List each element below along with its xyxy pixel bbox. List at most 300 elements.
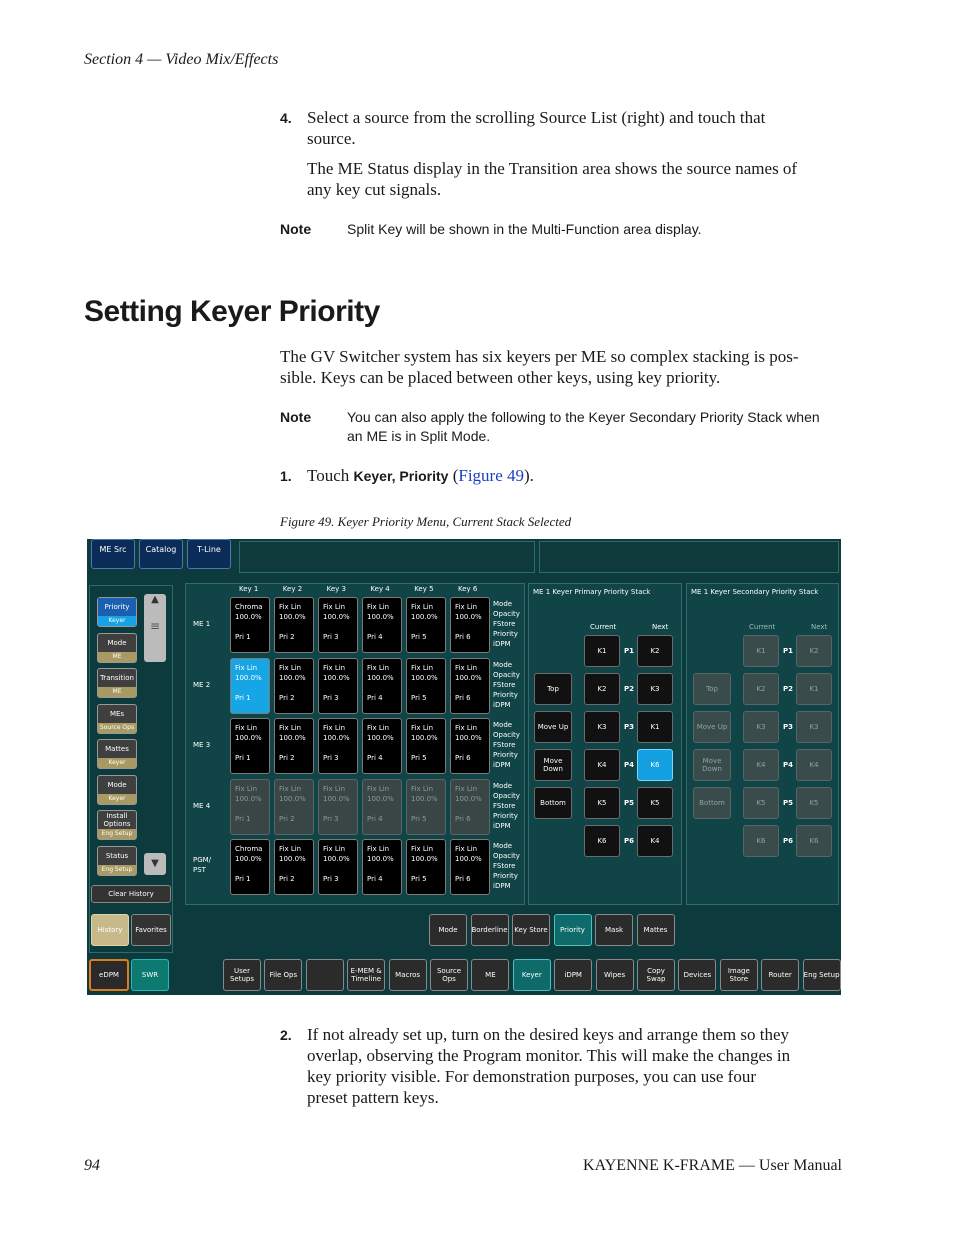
current-column-label: Current <box>590 623 617 631</box>
step-number: 2. <box>280 1027 292 1043</box>
mode-label: Mode <box>493 721 513 729</box>
note-label: Note <box>280 221 312 237</box>
stack-action-button[interactable]: Move Down <box>693 749 731 781</box>
mode-label: FStore <box>493 862 516 870</box>
mode-column <box>493 599 520 649</box>
key-opacity: 100.0% <box>323 613 350 621</box>
key-opacity: 100.0% <box>411 734 438 742</box>
mode-label: Priority <box>493 811 518 820</box>
next-key-button[interactable]: K1 <box>796 673 832 705</box>
key-cell[interactable] <box>230 839 270 895</box>
current-key-button[interactable]: K4 <box>743 749 779 781</box>
side-button-sublabel: Eng Setup <box>98 865 136 875</box>
current-key-button[interactable]: K3 <box>584 711 620 743</box>
scroll-down-icon[interactable]: ▼ <box>144 853 166 875</box>
mode-label: Mode <box>493 842 513 850</box>
key-opacity: 100.0% <box>235 794 262 803</box>
side-button-sublabel: ME <box>98 687 136 697</box>
priority-position-label: P1 <box>783 647 794 655</box>
key-priority: Pri 3 <box>323 633 339 641</box>
key-type: Fix Lin <box>323 663 346 672</box>
bottom-tab[interactable]: Keyer <box>513 959 551 991</box>
side-button-label: Mode <box>107 638 127 647</box>
key-priority: Pri 2 <box>279 875 295 883</box>
current-key-button[interactable]: K6 <box>743 825 779 857</box>
favorites-button[interactable]: Favorites <box>131 914 171 946</box>
priority-position-label: P5 <box>783 799 794 807</box>
bottom-tab[interactable]: Image Store <box>720 959 758 991</box>
step4-para-line2: any key cut signals. <box>307 180 442 199</box>
note-text <box>347 408 820 446</box>
side-menu-button[interactable] <box>97 633 137 663</box>
stack-action-button[interactable]: Move Down <box>534 749 572 781</box>
key-priority: Pri 4 <box>367 875 383 883</box>
key-priority: Pri 2 <box>279 633 295 641</box>
key-type: Fix Lin <box>279 845 302 853</box>
key-type: Fix Lin <box>279 724 302 732</box>
mode-label: Mode <box>493 781 513 790</box>
key-priority: Pri 1 <box>235 693 251 702</box>
step1-pre: Touch <box>307 466 354 485</box>
key-priority: Pri 4 <box>367 814 383 823</box>
sub-tab-key-store[interactable]: Key Store <box>512 914 550 946</box>
key-cell[interactable] <box>318 597 358 653</box>
mode-label: Mode <box>493 600 513 608</box>
bottom-tab[interactable]: Wipes <box>596 959 634 991</box>
side-menu-button[interactable] <box>97 739 137 769</box>
next-key-button[interactable]: K6 <box>637 749 673 781</box>
stack-action-button[interactable]: Bottom <box>693 787 731 819</box>
side-button-sublabel: ME <box>98 652 136 662</box>
key-header: Key 4 <box>370 585 390 593</box>
key-opacity: 100.0% <box>367 794 394 803</box>
key-cell[interactable] <box>450 658 490 714</box>
bottom-tab[interactable]: Source Ops <box>430 959 468 991</box>
key-priority: Pri 5 <box>411 814 427 823</box>
page-number: 94 <box>84 1157 100 1174</box>
history-button[interactable]: History <box>91 914 129 946</box>
stack-action-button[interactable]: Move Up <box>693 711 731 743</box>
key-type: Fix Lin <box>235 724 258 732</box>
key-cell[interactable] <box>362 597 402 653</box>
key-type: Fix Lin <box>411 784 434 793</box>
step-number: 4. <box>280 110 292 126</box>
mode-label: Opacity <box>493 610 520 618</box>
bottom-tab[interactable]: ME <box>471 959 509 991</box>
key-header: Key 2 <box>282 585 303 593</box>
priority-position-label: P6 <box>783 837 794 845</box>
mode-column <box>493 660 520 710</box>
mode-label: iDPM <box>493 882 511 890</box>
next-key-button[interactable]: K1 <box>637 711 673 743</box>
bottom-tab[interactable]: Devices <box>678 959 716 991</box>
current-key-button[interactable]: K5 <box>743 787 779 819</box>
key-cell[interactable] <box>362 779 402 835</box>
next-key-button[interactable]: K2 <box>796 635 832 667</box>
key-cell[interactable] <box>318 718 358 774</box>
key-type: Fix Lin <box>323 784 346 793</box>
key-opacity: 100.0% <box>455 855 482 863</box>
me-row-label: ME 3 <box>193 741 211 749</box>
key-priority: Pri 5 <box>411 875 427 883</box>
me-row-label: ME 4 <box>193 801 211 810</box>
sub-tab-mode[interactable]: Mode <box>429 914 467 946</box>
step1-mid: ( <box>448 466 459 485</box>
me-row-label: ME 2 <box>193 680 211 689</box>
key-priority: Pri 2 <box>279 693 295 702</box>
scrollbar[interactable] <box>144 594 166 662</box>
key-cell[interactable] <box>450 597 490 653</box>
key-cell[interactable] <box>406 658 446 714</box>
secondary-stack-title: ME 1 Keyer Secondary Priority Stack <box>691 588 819 596</box>
key-opacity: 100.0% <box>279 613 306 621</box>
side-button-sublabel: Source Ops <box>99 723 135 731</box>
step4-line2: source. <box>307 129 356 148</box>
key-cell[interactable] <box>230 597 270 653</box>
me-row-label: ME 1 <box>193 620 211 628</box>
key-cell[interactable] <box>274 597 314 653</box>
key-cell[interactable] <box>362 718 402 774</box>
scroll-up-icon[interactable]: ▲ <box>151 594 159 605</box>
primary-stack-title: ME 1 Keyer Primary Priority Stack <box>533 588 651 596</box>
current-key-button[interactable]: K1 <box>584 635 620 667</box>
current-key-button[interactable]: K6 <box>584 825 620 857</box>
key-priority: Pri 4 <box>367 633 383 641</box>
key-cell[interactable] <box>230 779 270 835</box>
side-menu-button[interactable] <box>97 810 137 840</box>
priority-position-label: P1 <box>624 647 635 655</box>
priority-position-label: P4 <box>624 761 635 769</box>
key-opacity: 100.0% <box>455 734 482 742</box>
key-opacity: 100.0% <box>323 794 350 803</box>
key-opacity: 100.0% <box>367 855 394 863</box>
key-type: Fix Lin <box>323 845 346 853</box>
figure-caption: Figure 49. Keyer Priority Menu, Current Stack Selected <box>280 514 572 529</box>
key-type: Fix Lin <box>323 724 346 732</box>
key-type: Fix Lin <box>235 784 258 793</box>
key-type: Fix Lin <box>279 603 302 611</box>
step-number: 1. <box>280 468 292 484</box>
bottom-tab[interactable]: User Setups <box>223 959 261 991</box>
top-tab-t-line[interactable]: T-Line <box>187 539 231 569</box>
key-priority: Pri 6 <box>455 633 471 641</box>
key-cell[interactable] <box>274 718 314 774</box>
key-priority: Pri 3 <box>323 754 339 762</box>
note-text: Split Key will be shown in the Multi-Function area display. <box>347 221 702 237</box>
key-opacity: 100.0% <box>323 734 350 742</box>
key-priority: Pri 4 <box>367 754 383 762</box>
swr-button[interactable]: SWR <box>131 959 169 991</box>
key-opacity: 100.0% <box>279 794 306 803</box>
key-opacity: 100.0% <box>279 673 306 682</box>
mode-label: Priority <box>493 751 518 759</box>
key-cell[interactable] <box>274 658 314 714</box>
current-key-button[interactable]: K1 <box>743 635 779 667</box>
key-type: Fix Lin <box>367 663 390 672</box>
step1-text <box>307 465 534 487</box>
key-priority: Pri 6 <box>455 814 471 823</box>
next-column-label: Next <box>652 623 669 631</box>
next-key-button[interactable]: K3 <box>637 673 673 705</box>
side-button-sublabel: Keyer <box>98 794 136 804</box>
key-opacity: 100.0% <box>323 855 350 863</box>
mode-label: Opacity <box>493 731 520 739</box>
key-priority: Pri 3 <box>323 814 339 823</box>
mode-label: FStore <box>493 680 516 689</box>
step4-line1: Select a source from the scrolling Source List (right) and touch that <box>307 108 766 127</box>
key-cell[interactable] <box>318 779 358 835</box>
bottom-tab[interactable]: Router <box>761 959 799 991</box>
key-header: Key 3 <box>326 585 346 593</box>
key-cell[interactable] <box>318 658 358 714</box>
key-opacity: 100.0% <box>367 613 394 621</box>
mode-label: iDPM <box>493 700 511 709</box>
priority-position-label: P2 <box>624 685 635 693</box>
mode-column <box>493 781 520 831</box>
stack-action-button[interactable]: Top <box>534 673 572 705</box>
intro-line1: The GV Switcher system has six keyers per ME so complex stacking is pos- <box>280 347 799 366</box>
keyer-priority-screenshot <box>87 539 841 995</box>
mode-label: iDPM <box>493 821 511 830</box>
key-cell[interactable] <box>450 718 490 774</box>
key-type: Fix Lin <box>367 845 390 853</box>
manual-title: KAYENNE K-FRAME — User Manual <box>583 1157 842 1174</box>
key-type: Fix Lin <box>455 784 478 793</box>
current-key-button[interactable]: K4 <box>584 749 620 781</box>
mode-label: FStore <box>493 801 516 810</box>
next-key-button[interactable]: K6 <box>796 825 832 857</box>
bottom-tab[interactable]: File Ops <box>264 959 302 991</box>
bottom-tab[interactable] <box>306 959 344 991</box>
side-menu-button[interactable] <box>97 597 137 627</box>
key-opacity: 100.0% <box>279 855 306 863</box>
sub-tab-mask[interactable]: Mask <box>595 914 633 946</box>
top-tab-me-src[interactable]: ME Src <box>91 539 135 569</box>
key-opacity: 100.0% <box>411 613 438 621</box>
current-key-button[interactable]: K3 <box>743 711 779 743</box>
key-opacity: 100.0% <box>455 673 482 682</box>
key-cell[interactable] <box>362 658 402 714</box>
clear-history-button[interactable]: Clear History <box>91 885 171 903</box>
priority-position-label: P4 <box>783 761 794 769</box>
step2-line1: If not already set up, turn on the desired keys and arrange them so they <box>307 1025 789 1044</box>
current-key-button[interactable]: K5 <box>584 787 620 819</box>
stack-action-button[interactable]: Top <box>693 673 731 705</box>
mode-label: Priority <box>493 630 518 638</box>
note-label: Note <box>280 409 312 425</box>
sub-tab-mattes[interactable]: Mattes <box>637 914 675 946</box>
key-type: Fix Lin <box>455 603 478 611</box>
key-type: Fix Lin <box>279 663 302 672</box>
key-type: Chroma <box>235 603 263 611</box>
status-area <box>239 541 535 573</box>
key-type: Fix Lin <box>455 724 478 732</box>
key-type: Fix Lin <box>323 603 346 611</box>
side-menu-button[interactable] <box>97 668 137 698</box>
current-key-button[interactable]: K2 <box>743 673 779 705</box>
key-type: Fix Lin <box>367 784 390 793</box>
key-opacity: 100.0% <box>323 673 350 682</box>
next-key-button[interactable]: K4 <box>796 749 832 781</box>
mode-label: Opacity <box>493 852 520 860</box>
intro-line2: sible. Keys can be placed between other keys, using key priority. <box>280 368 721 387</box>
section-header: Section 4 — Video Mix/Effects <box>84 51 279 68</box>
key-cell[interactable] <box>406 718 446 774</box>
key-cell[interactable] <box>450 779 490 835</box>
mode-label: Priority <box>493 872 518 880</box>
bottom-tab[interactable]: Copy Swap <box>637 959 675 991</box>
next-column-label: Next <box>811 623 828 631</box>
key-opacity: 100.0% <box>411 794 438 803</box>
key-opacity: 100.0% <box>455 794 482 803</box>
key-type: Fix Lin <box>411 663 434 672</box>
side-button-label: Install Options <box>103 812 131 828</box>
side-button-label: Status <box>105 851 129 860</box>
side-button-label: Mode <box>107 780 127 789</box>
key-type: Fix Lin <box>235 663 258 672</box>
next-key-button[interactable]: K3 <box>796 711 832 743</box>
key-priority: Pri 1 <box>235 754 251 762</box>
key-opacity: 100.0% <box>411 673 438 682</box>
sub-tab-priority[interactable]: Priority <box>554 914 592 946</box>
next-key-button[interactable]: K5 <box>637 787 673 819</box>
key-opacity: 100.0% <box>235 613 262 621</box>
step4-text <box>307 107 847 149</box>
priority-position-label: P3 <box>783 723 794 731</box>
bottom-tab[interactable]: Eng Setup <box>803 959 841 991</box>
key-cell[interactable] <box>274 839 314 895</box>
key-cell[interactable] <box>450 839 490 895</box>
key-priority: Pri 1 <box>235 875 251 883</box>
key-type: Fix Lin <box>411 603 434 611</box>
key-priority: Pri 6 <box>455 875 471 883</box>
mode-column <box>493 720 520 770</box>
key-cell[interactable] <box>318 839 358 895</box>
side-button-label: Transition <box>100 674 134 682</box>
key-cell[interactable] <box>406 597 446 653</box>
side-button-label: Mattes <box>105 745 129 753</box>
side-menu-button[interactable] <box>97 704 137 734</box>
bottom-tab[interactable]: E-MEM & Timeline <box>347 959 385 991</box>
bottom-tab[interactable]: iDPM <box>554 959 592 991</box>
mode-label: Priority <box>493 690 518 699</box>
key-opacity: 100.0% <box>235 734 262 742</box>
key-priority: Pri 2 <box>279 814 295 823</box>
next-key-button[interactable]: K5 <box>796 787 832 819</box>
key-opacity: 100.0% <box>367 673 394 682</box>
sub-tab-borderline[interactable]: Borderline <box>471 914 509 946</box>
key-opacity: 100.0% <box>279 734 306 742</box>
key-opacity: 100.0% <box>455 613 482 621</box>
edpm-button[interactable]: eDPM <box>89 959 129 991</box>
mode-label: iDPM <box>493 761 511 769</box>
key-priority: Pri 6 <box>455 693 471 702</box>
mode-label: FStore <box>493 620 516 628</box>
key-cell[interactable] <box>362 839 402 895</box>
key-priority: Pri 5 <box>411 754 427 762</box>
key-priority: Pri 4 <box>367 693 383 702</box>
key-type: Fix Lin <box>455 845 478 853</box>
note2-line2: an ME is in Split Mode. <box>347 428 491 444</box>
me-row-label: PGM/ PST <box>193 856 212 874</box>
key-cell[interactable] <box>274 779 314 835</box>
top-tab-catalog[interactable]: Catalog <box>139 539 183 569</box>
step1-post: ). <box>524 466 534 485</box>
key-cell[interactable] <box>230 658 270 714</box>
key-cell[interactable] <box>406 779 446 835</box>
side-menu-button[interactable] <box>97 775 137 805</box>
key-cell[interactable] <box>406 839 446 895</box>
step4-para-line1: The ME Status display in the Transition area shows the source names of <box>307 159 798 178</box>
mode-label: Opacity <box>493 670 520 679</box>
key-priority: Pri 1 <box>235 633 251 641</box>
key-priority: Pri 1 <box>235 814 251 823</box>
key-opacity: 100.0% <box>411 855 438 863</box>
stack-action-button[interactable]: Move Up <box>534 711 572 743</box>
status-area-right <box>539 541 839 573</box>
stack-action-button[interactable]: Bottom <box>534 787 572 819</box>
priority-position-label: P6 <box>624 837 635 845</box>
step2-line3: key priority visible. For demonstration purposes, you can use four <box>307 1067 757 1086</box>
priority-position-label: P2 <box>783 685 794 693</box>
side-menu-button[interactable] <box>97 846 137 876</box>
mode-label: Opacity <box>493 791 520 800</box>
key-header: Key 1 <box>239 585 259 593</box>
key-opacity: 100.0% <box>235 673 262 682</box>
key-opacity: 100.0% <box>367 734 394 742</box>
key-type: Fix Lin <box>367 724 390 732</box>
mode-label: FStore <box>493 741 516 749</box>
side-button-label: MEs <box>109 709 125 718</box>
current-key-button[interactable]: K2 <box>584 673 620 705</box>
key-priority: Pri 6 <box>455 754 471 762</box>
current-column-label: Current <box>749 623 776 631</box>
key-priority: Pri 3 <box>323 693 339 702</box>
scroll-grip-icon: ≡ <box>149 619 161 633</box>
mode-label: iDPM <box>493 640 511 648</box>
key-cell[interactable] <box>230 718 270 774</box>
key-type: Chroma <box>235 845 263 853</box>
key-type: Fix Lin <box>411 845 434 853</box>
step2-line2: overlap, observing the Program monitor. This will make the changes in <box>307 1046 791 1065</box>
step2-text <box>307 1024 852 1108</box>
side-button-sublabel: Eng Setup <box>98 829 136 839</box>
key-type: Fix Lin <box>279 784 302 793</box>
step4-paragraph <box>307 158 847 200</box>
key-priority: Pri 3 <box>323 875 339 883</box>
step2-line4: preset pattern keys. <box>307 1088 439 1107</box>
next-key-button[interactable]: K2 <box>637 635 673 667</box>
side-button-label: Priority <box>98 598 136 616</box>
priority-position-label: P5 <box>624 799 635 807</box>
mode-label: Mode <box>493 660 513 669</box>
key-priority: Pri 5 <box>411 693 427 702</box>
note2-line1: You can also apply the following to the Keyer Secondary Priority Stack when <box>347 409 820 425</box>
key-opacity: 100.0% <box>235 855 262 863</box>
figure-link[interactable]: Figure 49 <box>458 466 524 485</box>
step1-bold: Keyer, Priority <box>353 468 449 484</box>
key-type: Fix Lin <box>367 603 390 611</box>
section-heading: Setting Keyer Priority <box>84 295 380 328</box>
key-priority: Pri 5 <box>411 633 427 641</box>
bottom-tab[interactable]: Macros <box>389 959 427 991</box>
next-key-button[interactable]: K4 <box>637 825 673 857</box>
side-button-sublabel: Keyer <box>98 616 136 626</box>
intro-paragraph <box>280 346 845 388</box>
key-type: Fix Lin <box>455 663 478 672</box>
side-button-sublabel: Keyer <box>98 758 136 768</box>
key-header: Key 5 <box>414 585 434 593</box>
